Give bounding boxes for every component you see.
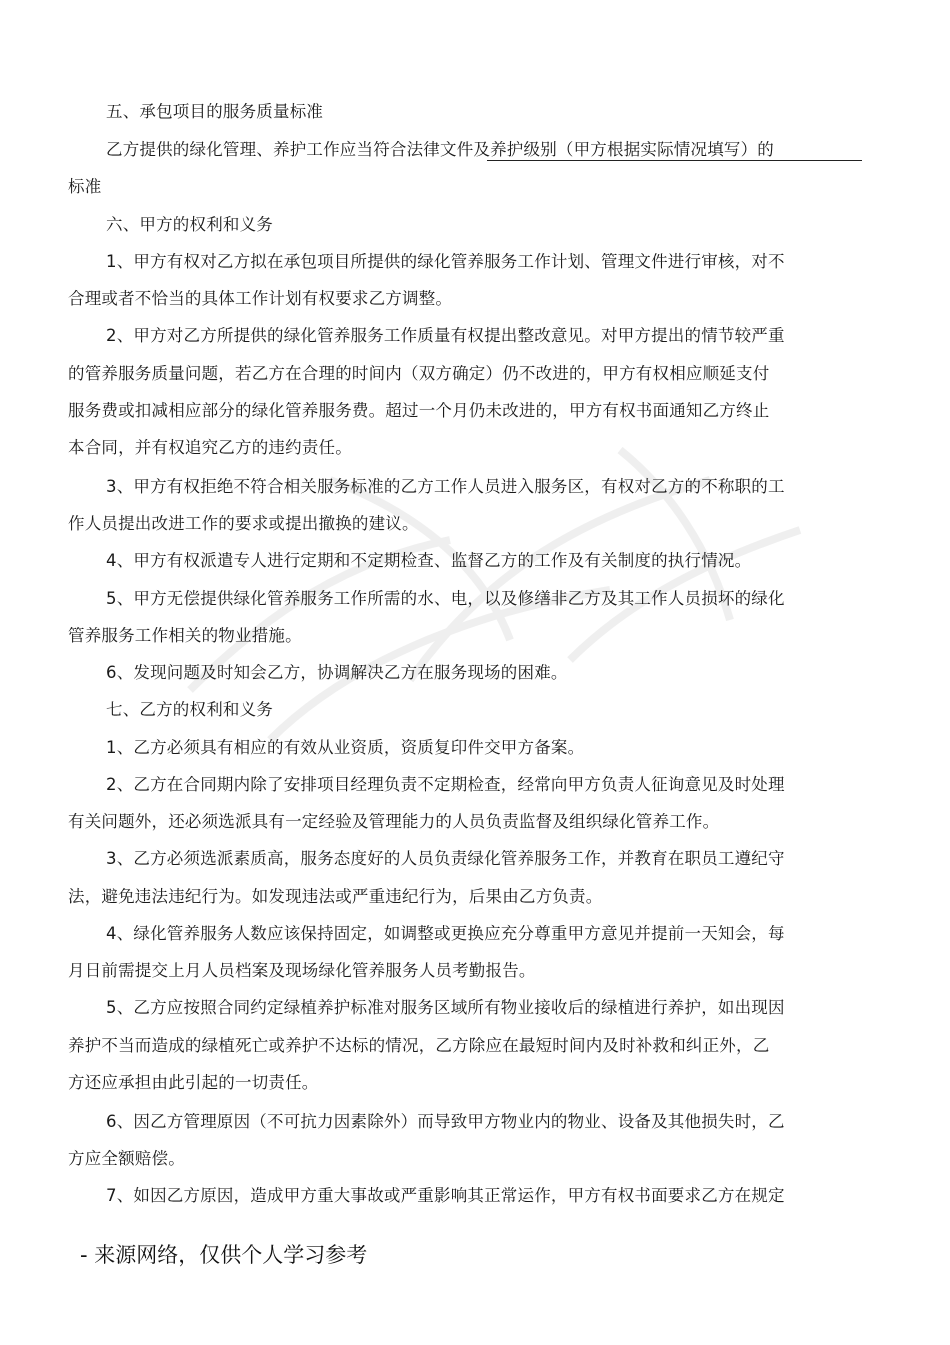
b-clause-6-line-1: 6、因乙方管理原因（不可抗力因素除外）而导致甲方物业内的物业、设备及其他损失时，乙: [106, 1112, 785, 1131]
clause-3-line-1: 3、甲方有权拒绝不符合相关服务标准的乙方工作人员进入服务区，有权对乙方的不称职的工: [106, 477, 785, 496]
b-clause-5-line-2: 养护不当而造成的绿植死亡或养护不达标的情况，乙方除应在最短时间内及时补救和纠正外，乙: [68, 1036, 770, 1055]
clause-5-line-2: 管养服务工作相关的物业措施。: [68, 626, 302, 645]
b-clause-7-line-1: 7、如因乙方原因，造成甲方重大事故或严重影响其正常运作，甲方有权书面要求乙方在规定: [106, 1186, 785, 1205]
section-heading-6: 六、甲方的权利和义务: [106, 215, 273, 234]
paragraph-line: 标准: [68, 177, 102, 196]
clause-5-line-1: 5、甲方无偿提供绿化管养服务工作所需的水、电，以及修缮非乙方及其工作人员损坏的绿化: [106, 589, 785, 608]
clause-3-line-2: 作人员提出改进工作的要求或提出撤换的建议。: [68, 514, 419, 533]
clause-1-line-2: 合理或者不恰当的具体工作计划有权要求乙方调整。: [68, 289, 453, 308]
section-heading-5: 五、承包项目的服务质量标准: [106, 102, 324, 121]
clause-1-line-1: 1、甲方有权对乙方拟在承包项目所提供的绿化管养服务工作计划、管理文件进行审核，对不: [106, 252, 785, 271]
clause-6-line-1: 6、发现问题及时知会乙方，协调解决乙方在服务现场的困难。: [106, 663, 568, 682]
b-clause-2-line-1: 2、乙方在合同期内除了安排项目经理负责不定期检查，经常向甲方负责人征询意见及时处理: [106, 775, 785, 794]
clause-2-line-1: 2、甲方对乙方所提供的绿化管养服务工作质量有权提出整改意见。对甲方提出的情节较严重: [106, 326, 785, 345]
b-clause-4-line-1: 4、绿化管养服务人数应该保持固定，如调整或更换应充分尊重甲方意见并提前一天知会，每: [106, 924, 785, 943]
b-clause-5-line-3: 方还应承担由此引起的一切责任。: [68, 1073, 319, 1092]
b-clause-3-line-2: 法，避免违法违纪行为。如发现违法或严重违纪行为，后果由乙方负责。: [68, 887, 603, 906]
clause-2-line-3: 服务费或扣减相应部分的绿化管养服务费。超过一个月仍未改进的，甲方有权书面通知乙方终止: [68, 401, 770, 420]
clause-2-line-2: 的管养服务质量问题，若乙方在合理的时间内（双方确定）仍不改进的，甲方有权相应顺延支付: [68, 364, 770, 383]
clause-4-line-1: 4、甲方有权派遣专人进行定期和不定期检查、监督乙方的工作及有关制度的执行情况。: [106, 551, 752, 570]
clause-2-line-4: 本合同，并有权追究乙方的违约责任。: [68, 438, 352, 457]
b-clause-2-line-2: 有关问题外，还必须选派具有一定经验及管理能力的人员负责监督及组织绿化管养工作。: [68, 812, 720, 831]
section-heading-7: 七、乙方的权利和义务: [106, 700, 273, 719]
b-clause-1-line-1: 1、乙方必须具有相应的有效从业资质，资质复印件交甲方备案。: [106, 738, 585, 757]
b-clause-5-line-1: 5、乙方应按照合同约定绿植养护标准对服务区域所有物业接收后的绿植进行养护，如出现因: [106, 998, 785, 1017]
source-footer: - 来源网络，仅供个人学习参考: [80, 1243, 368, 1267]
fill-in-underline: [487, 160, 862, 161]
b-clause-6-line-2: 方应全额赔偿。: [68, 1149, 185, 1168]
paragraph-line: 乙方提供的绿化管理、养护工作应当符合法律文件及养护级别（甲方根据实际情况填写）的: [106, 140, 774, 159]
b-clause-3-line-1: 3、乙方必须选派素质高，服务态度好的人员负责绿化管养服务工作，并教育在职员工遵纪守: [106, 849, 785, 868]
b-clause-4-line-2: 月日前需提交上月人员档案及现场绿化管养服务人员考勤报告。: [68, 961, 536, 980]
